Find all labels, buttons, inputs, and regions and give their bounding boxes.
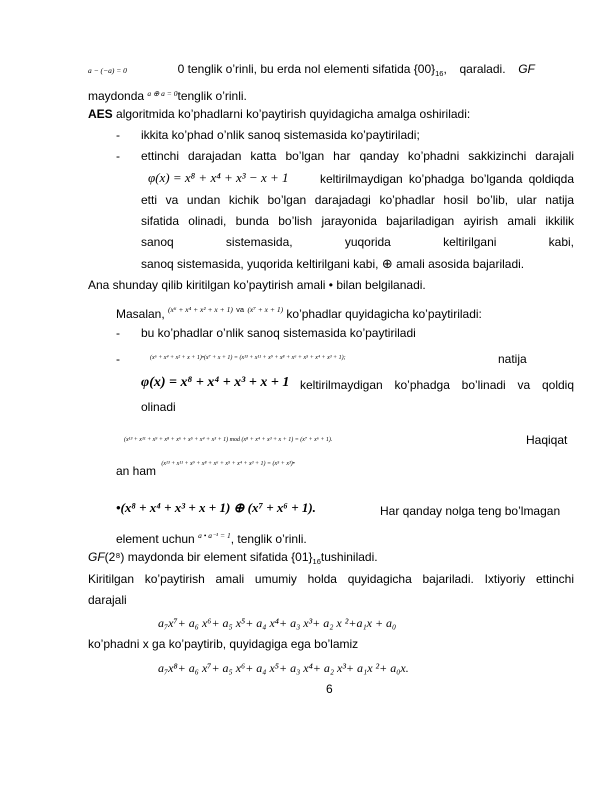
gf-label: GF: [518, 62, 535, 76]
subscript-16: 16: [435, 69, 444, 78]
example-line: [116, 302, 482, 322]
list1-item2-line3: etti va undan kichik bo’lgan darajadagi ko’phadlar hosil bo’lib, ular natija: [141, 193, 574, 207]
bullet-4: -: [116, 352, 120, 366]
para2-line1: Kiritilgan ko’paytirish amali umumiy holda quyidagicha bajariladi. Ixtiyoriy ettinchi: [88, 572, 574, 586]
phi-formula-text: φ(x) = x⁸ + x⁴ + x³ − x + 1: [148, 170, 289, 185]
product-formula: (x⁶ + x⁴ + x² + x + 1)•(x⁷ + x + 1) = (x¹³ + x¹¹ + x⁹ + x⁸ + x⁶ + x⁵ + x⁴ + x³ + 1);: [150, 355, 346, 361]
phi-formula: [148, 170, 289, 185]
masalan-label: Masalan,: [116, 307, 165, 321]
example-text: ko’phadlar quyidagicha ko’paytiriladi:: [286, 307, 482, 321]
mult-def-line: [88, 278, 426, 293]
gf28-text: maydonda bir element sifatida {01}: [127, 550, 313, 564]
eq2-text: Har qanday nolga teng bo’lmagan: [380, 504, 561, 518]
bullet-dot-icon: •: [328, 278, 333, 292]
para2-line2: darajali: [88, 593, 127, 607]
list1-item2-line1: ettinchi darajadan katta bo’lgan har qanday ko’phadni sakkizinchi darajali: [141, 149, 574, 163]
gf28-arg: (2⁸): [104, 550, 125, 564]
gf28-line: [88, 550, 378, 569]
list1-item2-line6-end: amali asosida bajariladi.: [396, 257, 525, 271]
mod-line: [124, 430, 332, 448]
formula-a-neg-a: a − (−a) = 0: [88, 66, 127, 75]
formula-a-xor-a: a ⊕ a = 0: [147, 89, 178, 98]
product-line: [150, 348, 346, 366]
list1-item2-line2: keltirilmaydigan ko’phadga bo’lganda qoldiqda: [320, 172, 574, 186]
inverse-text: , tenglik o’rinli.: [230, 532, 307, 546]
haqiqat-word: Haqiqat: [526, 433, 568, 447]
para1-line1: a − (−a) = 0 0 tenglik o’rinli, bu erda nol elementi sifatida $\{00\}_{16}$, qaraladi. GF: [88, 62, 535, 78]
eq2-formula: •(x⁸ + x⁴ + x³ + x + 1) ⊕ (x⁷ + x⁶ + 1).: [116, 500, 316, 515]
list1-item2-line5: sanoq sistemasida, yuqorida keltirilgani kabi,: [141, 235, 574, 249]
aes-text: algoritmida ko’phadlarni ko’paytirish quyidagicha amalga oshiriladi:: [116, 107, 471, 121]
aes-label: AES: [88, 107, 113, 121]
poly1: (x⁶ + x⁴ + x² + x + 1): [168, 305, 233, 314]
poly2: (x⁷ + x + 1): [247, 305, 284, 314]
phi-bold-line: [141, 374, 289, 390]
inverse-formula: a • a⁻¹ = 1: [198, 531, 231, 540]
maydonda-text: maydonda: [88, 89, 145, 103]
natija-word: natija: [498, 352, 527, 366]
element-line: [116, 528, 307, 547]
gf28-label: GF: [88, 550, 105, 564]
poly-times-x: a₇x⁸+ a₆ x⁷+ a₅ x⁶+ a₄ x⁵+ a₃ x⁴+ a₂ x³+ a₁x ²+ a₀x.: [158, 661, 409, 675]
list1-item1: ikkita ko’phad o’nlik sanoq sistemasida ko’paytiriladi;: [141, 128, 420, 142]
eq2-line: [116, 500, 316, 515]
list1-item2-line4: sifatida olinadi, bunda bo’lish jarayonida bajariladigan ayirish amali ikkilik: [141, 214, 574, 228]
para1-qaraladi: qaraladi.: [459, 62, 506, 76]
para1-line2: [88, 86, 247, 104]
olinadi-word: olinadi: [141, 400, 176, 414]
gf28-text-b: tushiniladi.: [320, 550, 378, 564]
para1-text: 0 tenglik o’rinli, bu erda nol elementi sifatida {00}: [177, 62, 436, 76]
poly-general: a₇x⁷+ a₆ x⁶+ a₅ x⁵+ a₄ x⁴+ a₃ x³+ a₂ x ²+a₁x + a₀: [158, 616, 397, 630]
eq-formula: (x¹³ + x¹¹ + x⁹ + x⁸ + x⁶ + x⁵ + x⁴ + x³ + 1) = (x⁵ + x³)•: [161, 461, 295, 467]
bullet-3: -: [116, 326, 120, 340]
an-ham-word: an ham: [116, 464, 157, 478]
mod-formula: (x¹³ + x¹¹ + x⁹ + x⁸ + x⁶ + x⁵ + x⁴ + x³ + 1) mod (x⁸ + x⁴ + x³ + x + 1) = (x⁷ + x⁶ + 1).: [124, 437, 333, 443]
para3: ko’phadni x ga ko’paytirib, quyidagiga ega bo’lamiz: [88, 637, 359, 651]
bullet-1: -: [116, 128, 120, 142]
an-ham-line: [116, 454, 295, 478]
list1-item2-line6-text: sanoq sistemasida, yuqorida keltirilgani kabi,: [141, 257, 379, 271]
element-text: element uchun: [116, 532, 195, 546]
va-word: va: [236, 305, 245, 314]
example-item1: bu ko’phadlar o’nlik sanoq sistemasida ko’paytiriladi: [141, 326, 416, 340]
gf28-sub16: 16: [312, 557, 321, 566]
list1-item2-line6: [141, 257, 524, 272]
tenglik-text: tenglik o’rinli.: [177, 89, 247, 103]
bullet-2: -: [116, 149, 120, 163]
page-number: 6: [326, 682, 333, 696]
circled-plus-icon: ⊕: [381, 257, 393, 272]
phi-bold-formula: φ(x) = x⁸ + x⁴ + x³ + x + 1: [141, 375, 290, 390]
mult-def-text-b: bilan belgilanadi.: [336, 278, 426, 292]
example-item2-text: keltirilmaydigan ko’phadga bo’linadi va qoldiq: [300, 378, 574, 392]
aes-line: [88, 107, 470, 122]
mult-def-text: Ana shunday qilib kiritilgan ko’paytirish amali: [88, 278, 326, 292]
